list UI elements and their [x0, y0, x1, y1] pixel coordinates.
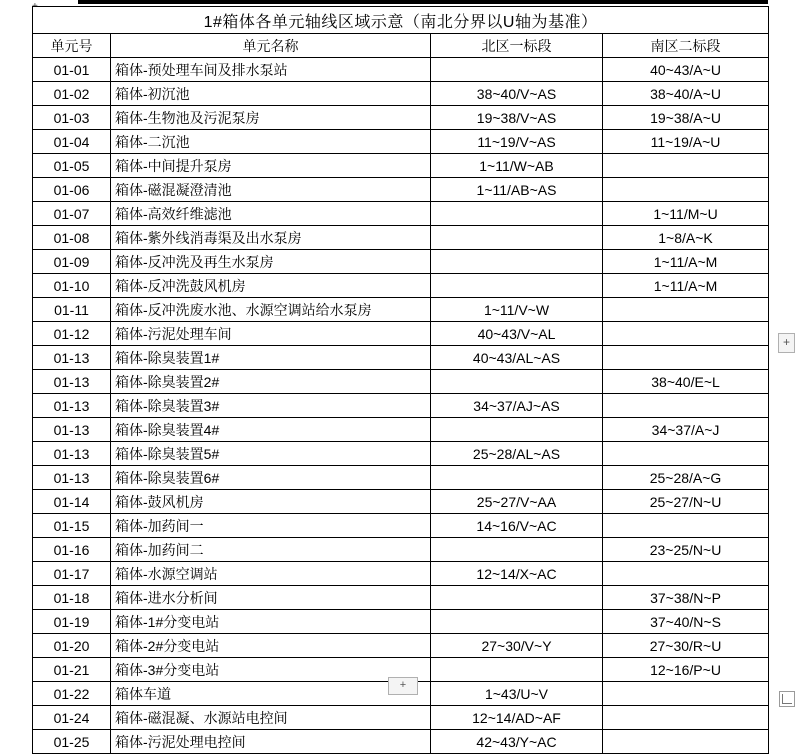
cell-south-segment: 1~11/A~M	[603, 250, 769, 274]
table-row	[33, 322, 769, 346]
cell-south-segment: 1~8/A~K	[603, 226, 769, 250]
table-row	[33, 634, 769, 658]
cell-north-segment: 14~16/V~AC	[431, 514, 603, 538]
table-row	[33, 490, 769, 514]
cell-south-segment	[603, 322, 769, 346]
cell-unit-name: 箱体-污泥处理电控间	[111, 730, 431, 754]
table-row	[33, 58, 769, 82]
cell-unit-code: 01-22	[33, 682, 111, 706]
cell-unit-code: 01-08	[33, 226, 111, 250]
cell-unit-name: 箱体-污泥处理车间	[111, 322, 431, 346]
cell-south-segment: 38~40/A~U	[603, 82, 769, 106]
cell-south-segment	[603, 154, 769, 178]
cell-unit-code: 01-24	[33, 706, 111, 730]
table-row	[33, 106, 769, 130]
table-row	[33, 154, 769, 178]
table-row	[33, 610, 769, 634]
cell-unit-code: 01-25	[33, 730, 111, 754]
cell-south-segment	[603, 442, 769, 466]
cell-north-segment: 27~30/V~Y	[431, 634, 603, 658]
cell-north-segment	[431, 610, 603, 634]
cell-unit-code: 01-14	[33, 490, 111, 514]
cell-north-segment: 11~19/V~AS	[431, 130, 603, 154]
cell-unit-name: 箱体-除臭装置6#	[111, 466, 431, 490]
table-row	[33, 586, 769, 610]
cell-north-segment: 34~37/AJ~AS	[431, 394, 603, 418]
cell-north-segment: 1~43/U~V	[431, 682, 603, 706]
cell-north-segment	[431, 370, 603, 394]
cell-south-segment: 25~27/N~U	[603, 490, 769, 514]
cell-unit-code: 01-09	[33, 250, 111, 274]
cell-unit-name: 箱体-紫外线消毒渠及出水泵房	[111, 226, 431, 250]
cell-north-segment: 1~11/V~W	[431, 298, 603, 322]
cell-unit-code: 01-10	[33, 274, 111, 298]
cell-north-segment: 42~43/Y~AC	[431, 730, 603, 754]
cell-unit-name: 箱体-磁混凝、水源站电控间	[111, 706, 431, 730]
cell-unit-code: 01-13	[33, 394, 111, 418]
cell-unit-code: 01-13	[33, 418, 111, 442]
cell-south-segment	[603, 298, 769, 322]
table-header-row	[33, 34, 769, 58]
table-row	[33, 538, 769, 562]
cell-south-segment	[603, 346, 769, 370]
axis-zone-table-wrapper	[32, 6, 768, 754]
cell-south-segment	[603, 730, 769, 754]
cell-north-segment	[431, 226, 603, 250]
column-header: 单元名称	[111, 34, 431, 58]
table-row	[33, 418, 769, 442]
cell-unit-name: 箱体-2#分变电站	[111, 634, 431, 658]
cell-north-segment: 40~43/AL~AS	[431, 346, 603, 370]
cell-unit-code: 01-11	[33, 298, 111, 322]
cell-unit-code: 01-20	[33, 634, 111, 658]
table-title: 1#箱体各单元轴线区域示意（南北分界以U轴为基准）	[33, 7, 769, 34]
column-header: 南区二标段	[603, 34, 769, 58]
cell-unit-name: 箱体-鼓风机房	[111, 490, 431, 514]
cell-north-segment	[431, 250, 603, 274]
cell-south-segment: 27~30/R~U	[603, 634, 769, 658]
table-row	[33, 466, 769, 490]
cell-unit-name: 箱体-除臭装置2#	[111, 370, 431, 394]
cell-unit-name: 箱体-磁混凝澄清池	[111, 178, 431, 202]
cell-south-segment	[603, 178, 769, 202]
cell-unit-name: 箱体-反冲洗废水池、水源空调站给水泵房	[111, 298, 431, 322]
cell-north-segment	[431, 538, 603, 562]
cell-unit-name: 箱体-反冲洗鼓风机房	[111, 274, 431, 298]
cell-south-segment: 1~11/M~U	[603, 202, 769, 226]
cell-south-segment	[603, 562, 769, 586]
table-row	[33, 274, 769, 298]
cell-north-segment	[431, 202, 603, 226]
cell-south-segment: 37~38/N~P	[603, 586, 769, 610]
table-row	[33, 82, 769, 106]
cell-north-segment: 12~14/X~AC	[431, 562, 603, 586]
cell-north-segment: 1~11/AB~AS	[431, 178, 603, 202]
cell-unit-code: 01-07	[33, 202, 111, 226]
table-row	[33, 514, 769, 538]
cell-unit-code: 01-16	[33, 538, 111, 562]
cell-unit-name: 箱体-高效纤维滤池	[111, 202, 431, 226]
cell-unit-name: 箱体-预处理车间及排水泵站	[111, 58, 431, 82]
cell-south-segment: 11~19/A~U	[603, 130, 769, 154]
cell-unit-name: 箱体-加药间二	[111, 538, 431, 562]
table-row	[33, 178, 769, 202]
cell-north-segment: 12~14/AD~AF	[431, 706, 603, 730]
axis-zone-table	[32, 6, 769, 754]
cell-unit-code: 01-04	[33, 130, 111, 154]
table-row	[33, 442, 769, 466]
cell-north-segment	[431, 418, 603, 442]
table-row	[33, 226, 769, 250]
cell-south-segment: 23~25/N~U	[603, 538, 769, 562]
cell-south-segment: 25~28/A~G	[603, 466, 769, 490]
table-row	[33, 562, 769, 586]
cell-unit-name: 箱体-加药间一	[111, 514, 431, 538]
cell-unit-code: 01-13	[33, 370, 111, 394]
cell-south-segment: 37~40/N~S	[603, 610, 769, 634]
cell-north-segment: 25~28/AL~AS	[431, 442, 603, 466]
top-rule	[78, 0, 768, 4]
resize-grip[interactable]	[779, 691, 795, 707]
table-row	[33, 370, 769, 394]
cell-north-segment: 38~40/V~AS	[431, 82, 603, 106]
cell-south-segment: 1~11/A~M	[603, 274, 769, 298]
cell-unit-code: 01-05	[33, 154, 111, 178]
cell-unit-code: 01-15	[33, 514, 111, 538]
table-row	[33, 394, 769, 418]
cell-unit-name: 箱体-水源空调站	[111, 562, 431, 586]
side-expand-button[interactable]: +	[778, 333, 795, 353]
cell-unit-name: 箱体-初沉池	[111, 82, 431, 106]
table-title-row	[33, 7, 769, 34]
cell-south-segment	[603, 706, 769, 730]
cell-unit-name: 箱体-进水分析间	[111, 586, 431, 610]
cell-south-segment: 19~38/A~U	[603, 106, 769, 130]
cell-south-segment	[603, 394, 769, 418]
cell-unit-code: 01-18	[33, 586, 111, 610]
cell-unit-code: 01-13	[33, 346, 111, 370]
cell-unit-code: 01-02	[33, 82, 111, 106]
cell-south-segment: 40~43/A~U	[603, 58, 769, 82]
cell-unit-code: 01-17	[33, 562, 111, 586]
cell-north-segment: 1~11/W~AB	[431, 154, 603, 178]
cell-north-segment	[431, 586, 603, 610]
cell-south-segment: 34~37/A~J	[603, 418, 769, 442]
cell-north-segment: 25~27/V~AA	[431, 490, 603, 514]
table-row	[33, 202, 769, 226]
cell-unit-name: 箱体-除臭装置1#	[111, 346, 431, 370]
cell-unit-name: 箱体-反冲洗及再生水泵房	[111, 250, 431, 274]
table-row	[33, 706, 769, 730]
cell-unit-code: 01-06	[33, 178, 111, 202]
cell-south-segment	[603, 682, 769, 706]
cell-unit-code: 01-03	[33, 106, 111, 130]
cell-north-segment: 19~38/V~AS	[431, 106, 603, 130]
cell-unit-code: 01-12	[33, 322, 111, 346]
cell-unit-name: 箱体-除臭装置5#	[111, 442, 431, 466]
cell-unit-name: 箱体-1#分变电站	[111, 610, 431, 634]
table-row	[33, 346, 769, 370]
cell-unit-name: 箱体-二沉池	[111, 130, 431, 154]
cell-unit-name: 箱体-中间提升泵房	[111, 154, 431, 178]
bottom-expand-button[interactable]: +	[388, 677, 418, 695]
cell-south-segment: 38~40/E~L	[603, 370, 769, 394]
cell-unit-name: 箱体车道	[111, 682, 431, 706]
cell-unit-name: 箱体-生物池及污泥泵房	[111, 106, 431, 130]
cell-north-segment	[431, 274, 603, 298]
table-row	[33, 130, 769, 154]
cell-south-segment: 12~16/P~U	[603, 658, 769, 682]
cell-north-segment	[431, 466, 603, 490]
table-row	[33, 730, 769, 754]
cell-north-segment	[431, 58, 603, 82]
table-row	[33, 298, 769, 322]
cell-unit-code: 01-19	[33, 610, 111, 634]
column-header: 单元号	[33, 34, 111, 58]
cell-unit-code: 01-21	[33, 658, 111, 682]
cell-north-segment: 40~43/V~AL	[431, 322, 603, 346]
cell-unit-name: 箱体-除臭装置4#	[111, 418, 431, 442]
cell-unit-code: 01-13	[33, 442, 111, 466]
table-row	[33, 250, 769, 274]
cell-unit-name: 箱体-3#分变电站	[111, 658, 431, 682]
cell-unit-code: 01-13	[33, 466, 111, 490]
cell-south-segment	[603, 514, 769, 538]
column-header: 北区一标段	[431, 34, 603, 58]
cell-unit-name: 箱体-除臭装置3#	[111, 394, 431, 418]
cell-north-segment	[431, 658, 603, 682]
cell-unit-code: 01-01	[33, 58, 111, 82]
